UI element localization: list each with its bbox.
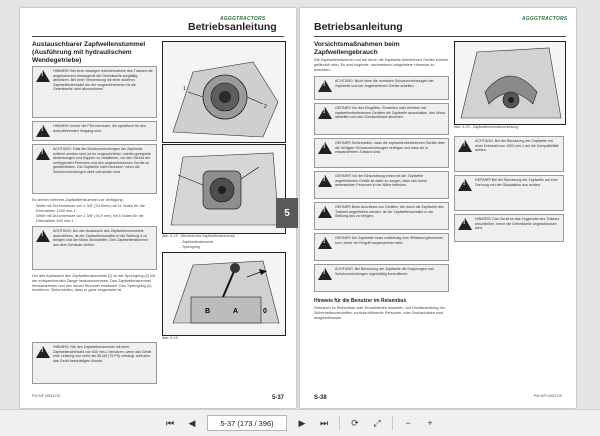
- notice-box-2: [32, 121, 157, 141]
- page-indicator[interactable]: 5-37 (173 / 396): [207, 415, 287, 431]
- figure-legend: - Zapfwellenstummel: [180, 240, 214, 244]
- warning-icon: [318, 175, 332, 187]
- warning-icon: [318, 237, 332, 249]
- section-heading: Vorsichtsmaßnahmen beim Zapfwellengebrauch: [314, 41, 400, 56]
- figure-pto-guard: [454, 41, 566, 125]
- sub-heading: Hinweis für die Benutzer im Reisenbus: [314, 298, 407, 304]
- paragraph: Es stehen mehrere Zapfwellenstummel zur Verfügung:: [32, 198, 124, 202]
- notice-box-10: [454, 214, 564, 242]
- title-rule: [32, 36, 284, 37]
- notice-text: HINWEIS: Immer die PSA benutzen, die spezifisch für den auszuführenden Vorgang sind.: [53, 124, 146, 133]
- page-number: S-38: [314, 395, 327, 401]
- figure-lever: [162, 252, 286, 336]
- warning-icon: [36, 125, 50, 137]
- notice-text: GEFAHR! Sicherstellen, dass die zapfwellenbetriebenen Geräte über die richtigen Schutzvorrichtungen verfügen und dass sie in einwandfreiem Zustand sind.: [335, 141, 445, 155]
- brand-logo: AGGGTRACTORS: [522, 16, 568, 22]
- notice-box-3: [32, 144, 157, 194]
- rotate-icon[interactable]: ⟳: [351, 417, 359, 428]
- warning-icon: [458, 140, 472, 152]
- lever-position-a: A: [233, 308, 239, 315]
- warning-icon: [36, 346, 50, 358]
- warning-icon: [36, 70, 50, 82]
- first-page-icon[interactable]: ⏮: [165, 417, 175, 428]
- left-page: [20, 8, 296, 408]
- notice-text: ACHTUNG: Nicht ohne die normalen Schutzvorrichtungen der Zapfwelle und der angetriebenen Geräte arbeiten.: [335, 79, 434, 88]
- right-page: [300, 8, 576, 408]
- notice-box-6: [314, 233, 449, 261]
- figure-legend: - Sprengring: [180, 245, 200, 249]
- notice-box-4: [314, 171, 449, 199]
- viewer-toolbar: [0, 409, 600, 436]
- notice-text: HINWEIS: Das Gerät an das Zugpendel des Traktors anschließen, bevor die Gelenkwelle angeschlossen wird.: [475, 217, 560, 231]
- section-heading: Austauschbarer Zapfwellenstummel: [32, 41, 146, 48]
- notice-text: GEFAHR! Die Zapfwelle muss vollständig zum Stillstand gekommen sein, bevor ein Eingriff vorgenommen wird.: [335, 236, 444, 245]
- page-title: Betriebsanleitung: [188, 21, 277, 33]
- zoom-in-icon[interactable]: +: [427, 418, 433, 428]
- bullet-item: Welle mit Durchmesser von 1 3/8" (34,9mm) mit 21 Nuten für die Drehzahlen 1000 min-1: [36, 204, 145, 213]
- figure-pto-detail: [162, 144, 286, 234]
- notice-text: GEFAHR! Vor der Einschaltung eines mit der Zapfwelle angetriebenen Geräts ist dafür zu sorgen, dass sich keine anwesenden Personen in der Nähe befinden.: [335, 174, 427, 188]
- notice-box-7: [314, 264, 449, 292]
- svg-text:2: 2: [264, 104, 267, 110]
- warning-icon: [36, 148, 50, 160]
- warning-icon: [458, 218, 472, 230]
- notice-text: ACHTUNG: Falls die Schutzvorrichtungen der Zapfwelle entfernt worden sind, ist es vorgeschrieben, wieder geeignete Abdeckungen und Kappen zu installieren, um den Schutz der umliegenden Personen und des angeschlossenen Geräts zu gewährleisten. Die Zapfwelle nicht benutzen, wenn die Schutzvorrichtungen nicht vorhanden sind.: [53, 147, 151, 174]
- next-page-icon[interactable]: ▶: [298, 417, 306, 428]
- notice-box-8: [454, 136, 564, 172]
- pto-guard-drawing: [455, 42, 565, 124]
- warning-icon: [36, 230, 50, 242]
- notice-box-5: [32, 342, 157, 384]
- paragraph: Gebrauch im Reihenbau oder Einzelbetrieb beachten. Auf Nichtbeachtung der Sicherheitsvorschriften zurückzuführende Personen- oder Sachschäden sind ausgeschlossen.: [314, 306, 446, 320]
- notice-text: ACHTUNG: Bei Benutzung der Zapfwelle die Kupplungen und Schutzvorrichtungen regelmäßig kontrollieren.: [335, 267, 434, 276]
- notice-text: HINWEIS: Nie den Zapfwellenstummel mit einer Zapfwellendrehzahl von 540 min-1 benutzen, wenn das Gerät eine Leistung von mehr als 56 kW (75 PS) verlangt, weil dies das Gerät beschädigen könnte.: [53, 345, 152, 363]
- notice-text: GEFAHR! Bei der Benutzung der Zapfwelle auf eine Drehung von der Sitzposition aus achten.: [475, 178, 558, 187]
- notice-box-9: [454, 175, 564, 211]
- zoom-out-icon[interactable]: −: [405, 418, 411, 428]
- notice-text: ACHTUNG: Bei der Benutzung der Zapfwelle mit einer Drehzahl von 1000 min-1 auf die Kompatibilität achten.: [475, 139, 559, 153]
- figure-caption: Abb. 5-20 - Zapfwellenschutzvorrichtung: [454, 125, 519, 129]
- pto-stub-drawing: [163, 42, 285, 142]
- notice-box-4: [32, 226, 157, 270]
- figure-caption: Abb. 5-19 - Wechsel des Zapfwellenstummels: [162, 234, 236, 238]
- svg-text:1: 1: [183, 86, 186, 92]
- paragraph: Die Zapfwellenstummel und die durch die Zapfwelle betriebenen Geräte können gefährlich sein. Es sind folgende, nachstehend aufgelistete Hinweise zu beachten:: [314, 58, 449, 72]
- lever-position-b: B: [205, 308, 211, 315]
- notice-box-2: [314, 103, 449, 135]
- notice-text: ACHTUNG: Um den Austausch des Zapfwellenstummels auszuführen, ist der Zapfwellenschalter in die Stellung 0 zu bringen und der Motor abzustellen. Den Zapfwellenstummel aus dem Gehäuse ziehen.: [53, 229, 149, 247]
- toolbar-separator: [392, 416, 393, 430]
- bullet-item: Welle mit Durchmesser von 1 3/8" (34,9 mm) mit 6 Nuten für die Drehzahlen 540 min-1: [36, 214, 144, 223]
- fit-page-icon[interactable]: ⤢: [373, 417, 381, 428]
- last-page-icon[interactable]: ⏭: [319, 417, 329, 428]
- figure-pto-stub: [162, 41, 286, 143]
- lever-position-0: 0: [263, 308, 267, 315]
- section-tab: 5: [276, 198, 298, 228]
- section-subheading: (Ausführung mit hydraulischem Wendegetriebe): [32, 49, 132, 64]
- lever-drawing: [163, 253, 285, 335]
- warning-icon: [318, 80, 332, 92]
- notice-text: HINWEIS: Bei einer etwaigen Inbetriebnahme des Traktors mit angehobenem Anbaugerät die Gelenkwelle sorgfältig abstützen. Bei einer Verwendung mit einer anderen Zapfwellendrehzahl als der vorgeschriebenen ist die Gelenkwelle nicht abzunehmen.: [53, 69, 153, 92]
- paragraph: Um den Austausch des Zapfwellenstummels (1) ist der Sprengring (2) mit der entsprechenden Zange herauszunehmen. Den Zapfwellenstummel herausnehmen und den neuen Stummel einsetzen. Den Sprengring (2) montieren. Sicherstellen, dass er ganz eingerastet ist.: [32, 274, 156, 293]
- notice-box-1: [32, 66, 157, 118]
- page-footer: PW-MF14504-DE: [32, 394, 61, 398]
- warning-icon: [318, 268, 332, 280]
- toolbar-separator: [339, 416, 340, 430]
- pto-detail-drawing: [163, 145, 285, 233]
- warning-icon: [318, 206, 332, 218]
- figure-caption: Abb. 5-19: [162, 336, 178, 340]
- notice-box-5: [314, 202, 449, 230]
- page-footer: PW-MF14504-DE: [533, 394, 562, 398]
- notice-text: GEFAHR! Vor den Eingriffen, Einstellen oder Arbeiten mit zapfwellenbetriebenen Geräten die Zapfwelle ausschalten, den Motor abstellen und den Zündschlüssel abziehen.: [335, 106, 446, 120]
- page-title: Betriebsanleitung: [314, 21, 403, 33]
- notice-box-3: [314, 138, 449, 168]
- warning-icon: [458, 179, 472, 191]
- title-rule: [314, 36, 566, 37]
- notice-box-1: [314, 76, 449, 100]
- warning-icon: [318, 107, 332, 119]
- brand-logo: AGGGTRACTORS: [220, 16, 266, 22]
- page-number: 5-37: [271, 395, 284, 401]
- prev-page-icon[interactable]: ◀: [188, 417, 196, 428]
- notice-text: GEFAHR! Beim Anschluss von Geräten, die durch die Zapfwelle des Traktors angetrieben werden, ist der Zapfwellenschalter in die Stellung Aus zu bringen.: [335, 205, 444, 219]
- warning-icon: [318, 142, 332, 154]
